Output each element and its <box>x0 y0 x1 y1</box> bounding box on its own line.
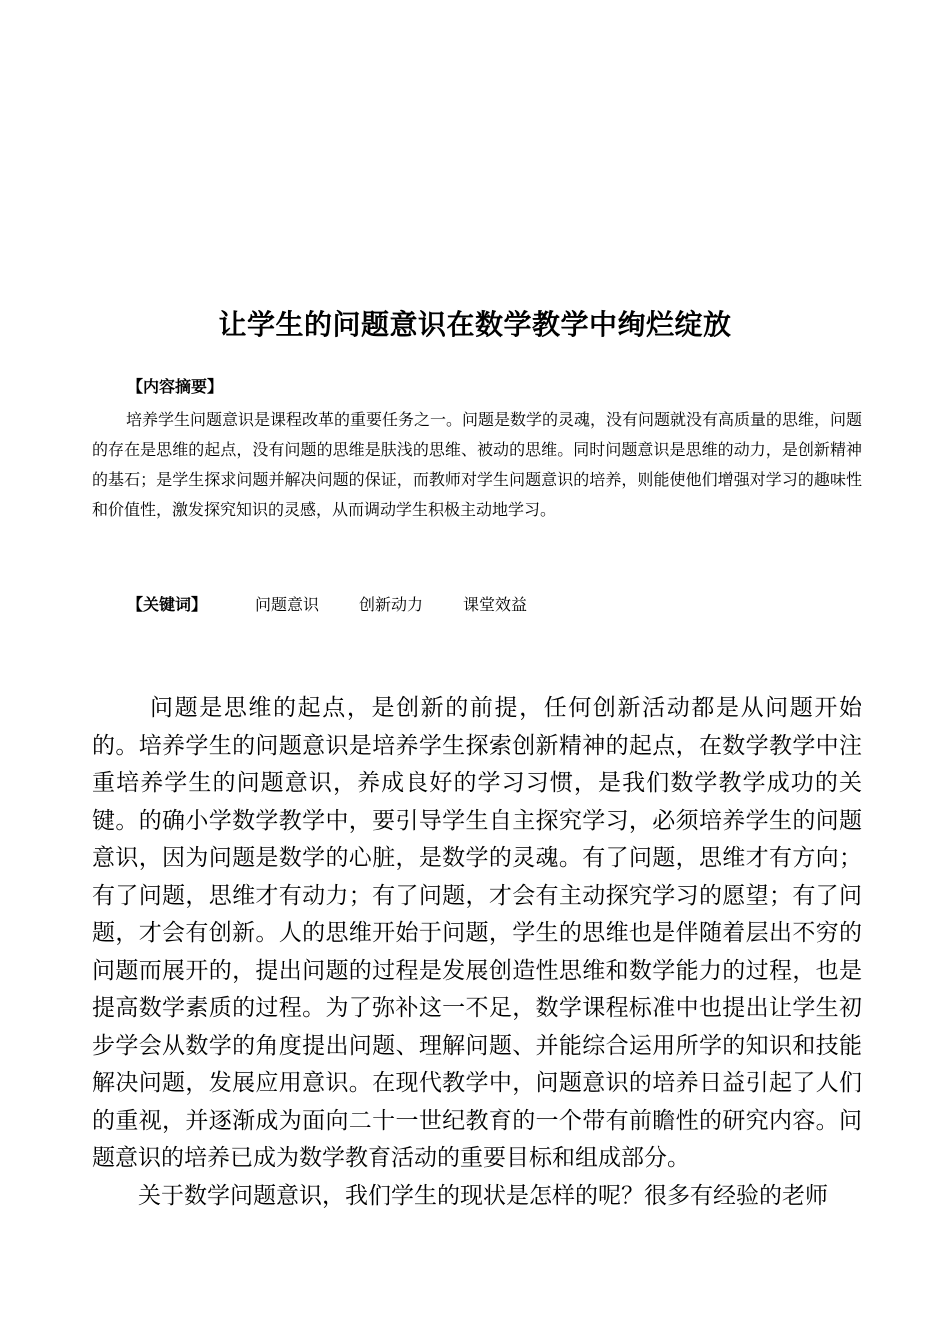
abstract-section <box>92 405 862 525</box>
document-title: 让学生的问题意识在数学教学中绚烂绽放 <box>218 308 732 341</box>
body-paragraph: 关于数学问题意识，我们学生的现状是怎样的呢？很多有经验的老师 <box>138 1182 828 1209</box>
keyword-item: 课堂效益 <box>463 595 528 614</box>
abstract-text: 培养学生问题意识是课程改革的重要任务之一。问题是数学的灵魂，没有问题就没有高质量的思维，问题的存在是思维的起点，没有问题的思维是肤浅的思维、被动的思维。同时问题意识是思维的动力，是创新精神的基石；是学生探求问题并解决问题的保证，而教师对学生问题意识的培养，则能使他们增强对学习的趣味性和价值性，激发探究知识的灵感，从而调动学生积极主动地学习。 <box>92 410 863 519</box>
keywords-row <box>127 592 567 615</box>
body-text <box>92 690 862 1215</box>
abstract-heading: 【内容摘要】 <box>127 377 224 396</box>
keyword-item: 问题意识 <box>255 595 320 614</box>
keywords-label: 【关键词】 <box>127 595 208 614</box>
keyword-item: 创新动力 <box>359 595 424 614</box>
body-paragraph: 问题是思维的起点，是创新的前提，任何创新活动都是从问题开始的。培养学生的问题意识是培养学生探索创新精神的起点，在数学教学中注重培养学生的问题意识，养成良好的学习习惯，是我们数学教学成功的关键。的确小学数学教学中，要引导学生自主探究学习，必须培养学生的问题意识，因为问题是数学的心脏，是数学的灵魂。有了问题，思维才有方向；有了问题，思维才有动力；有了问题，才会有主动探究学习的愿望；有了问题，才会有创新。人的思维开始于问题，学生的思维也是伴随着层出不穷的问题而展开的，提出问题的过程是发展创造性思维和数学能力的过程，也是提高数学素质的过程。为了弥补这一不足，数学课程标准中也提出让学生初步学会从数学的角度提出问题、理解问题、并能综合运用所学的知识和技能解决问题，发展应用意识。在现代教学中，问题意识的培养日益引起了人们的重视，并逐渐成为面向二十一世纪教育的一个带有前瞻性的研究内容。问题意识的培养已成为数学教育活动的重要目标和组成部分。 <box>92 695 862 1171</box>
